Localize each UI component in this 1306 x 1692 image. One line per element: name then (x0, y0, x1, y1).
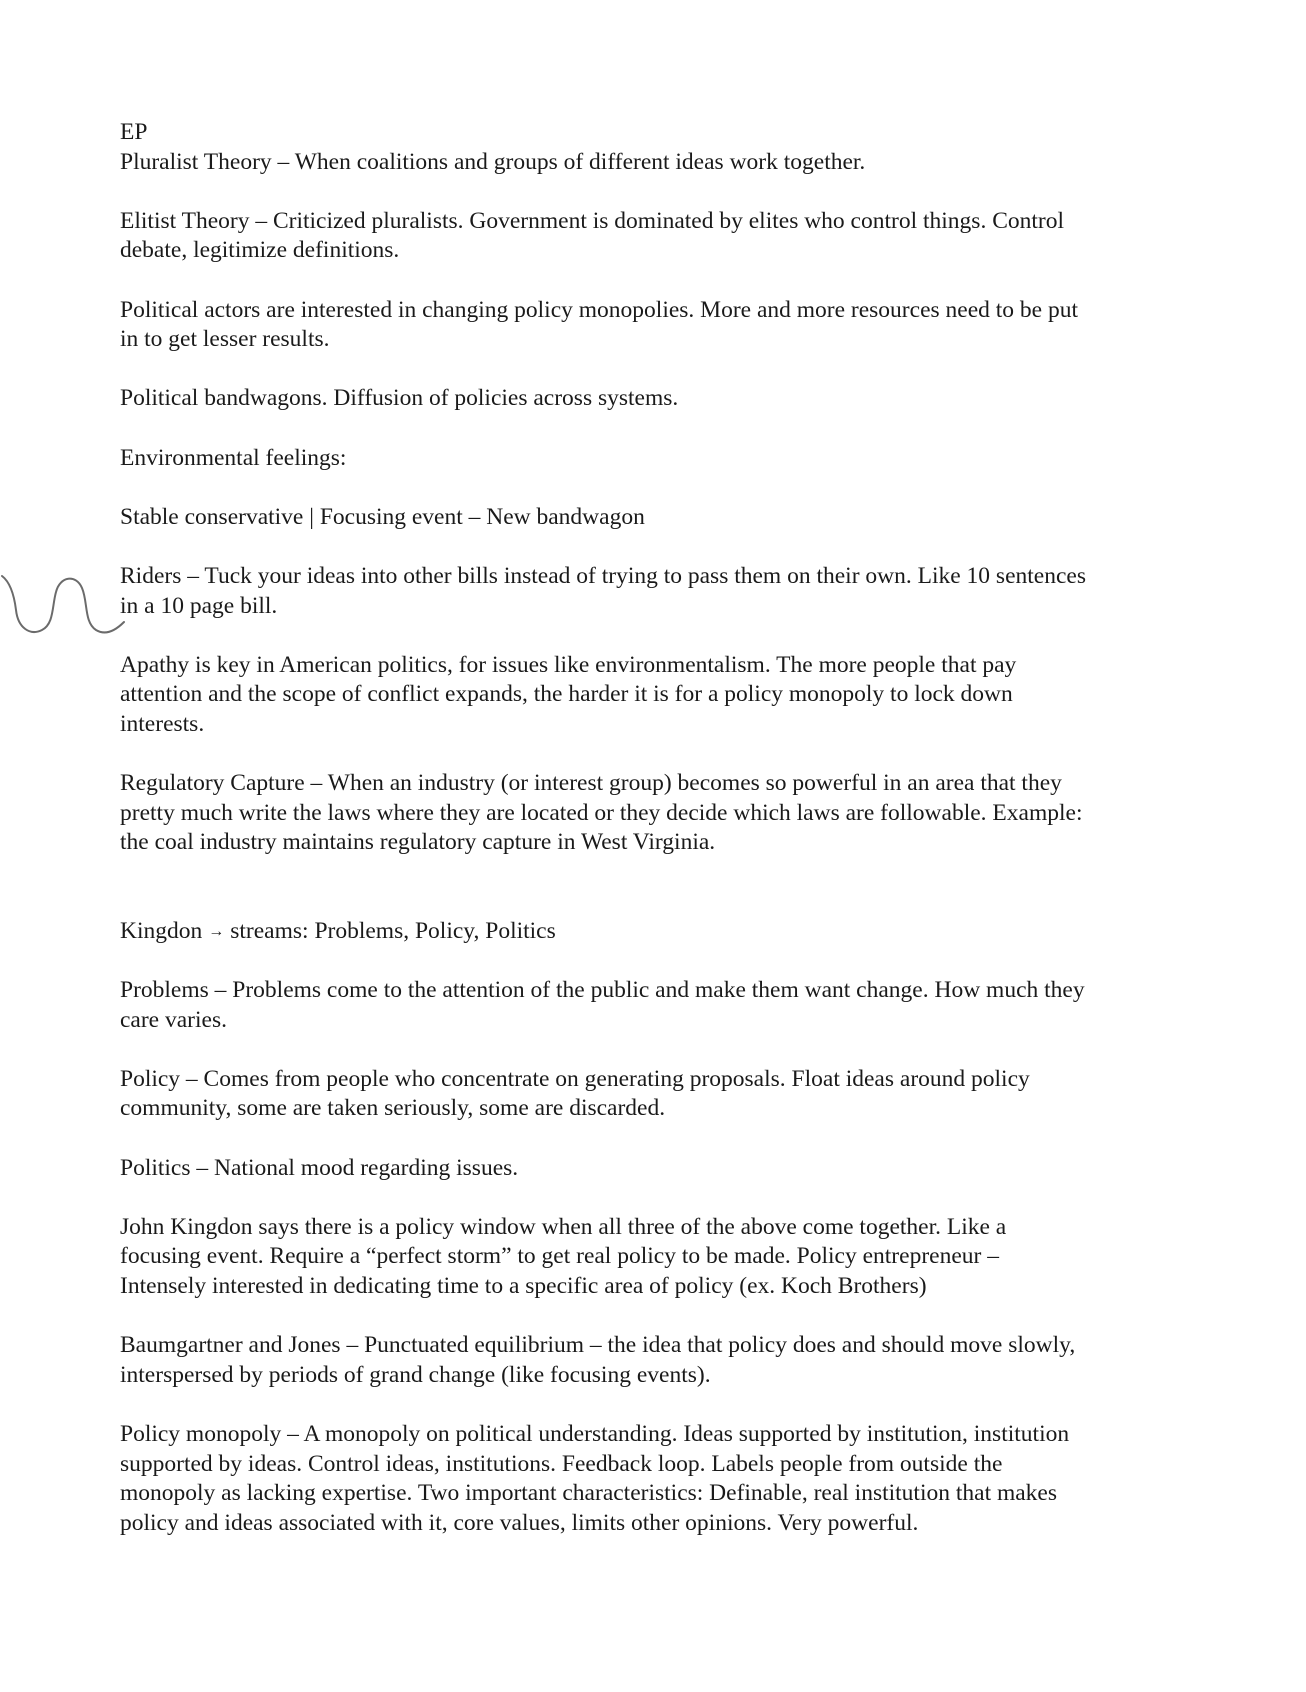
text-line: John Kingdon says there is a policy window when all three of the above come together. Like a (120, 1213, 1007, 1240)
right-arrow-icon: → (208, 922, 225, 940)
document-body (120, 118, 1180, 1568)
text-line: interspersed by periods of grand change (like focusing events). (120, 1361, 711, 1388)
kingdon-streams: streams: Problems, Policy, Politics (230, 917, 556, 944)
kingdon-streams-line (120, 917, 1180, 947)
paragraph (120, 148, 1180, 178)
text-line: Political actors are interested in changing policy monopolies. More and more resources need to be put (120, 296, 1078, 323)
paragraphs-section-one (120, 148, 1180, 858)
text-line: Political bandwagons. Diffusion of policies across systems. (120, 385, 679, 412)
text-line: Environmental feelings: (120, 444, 347, 471)
text-line: pretty much write the laws where they are located or they decide which laws are followable. Example: (120, 799, 1083, 826)
paragraph (120, 207, 1180, 266)
handwritten-squiggle-mark (0, 570, 130, 640)
text-line: interests. (120, 710, 205, 737)
text-line: focusing event. Require a “perfect storm” to get real policy to be made. Policy entrepreneur – (120, 1243, 999, 1270)
text-line: in a 10 page bill. (120, 592, 278, 619)
text-line: monopoly as lacking expertise. Two important characteristics: Definable, real institution that makes (120, 1480, 1058, 1507)
paragraph (120, 384, 1180, 414)
text-line: debate, legitimize definitions. (120, 237, 400, 264)
paragraph (120, 562, 1180, 621)
text-line: Stable conservative | Focusing event – New bandwagon (120, 503, 645, 530)
paragraph (120, 976, 1180, 1035)
text-line: Baumgartner and Jones – Punctuated equilibrium – the idea that policy does and should move slowly, (120, 1332, 1076, 1359)
paragraphs-section-two (120, 976, 1180, 1538)
paragraph (120, 769, 1180, 858)
text-line: community, some are taken seriously, some are discarded. (120, 1095, 666, 1122)
text-line: supported by ideas. Control ideas, institutions. Feedback loop. Labels people from outside the (120, 1450, 1003, 1477)
paragraph (120, 1065, 1180, 1124)
document-header: EP (120, 119, 148, 145)
paragraph (120, 503, 1180, 533)
paragraph (120, 1213, 1180, 1302)
paragraph (120, 1420, 1180, 1538)
text-line: Problems – Problems come to the attention of the public and make them want change. How much they (120, 977, 1085, 1004)
text-line: the coal industry maintains regulatory capture in West Virginia. (120, 829, 716, 856)
text-line: policy and ideas associated with it, core values, limits other opinions. Very powerful. (120, 1509, 919, 1536)
paragraph (120, 296, 1180, 355)
kingdon-label: Kingdon (120, 917, 203, 944)
text-line: in to get lesser results. (120, 326, 330, 353)
text-line: Policy monopoly – A monopoly on political understanding. Ideas supported by institution, institution (120, 1420, 1070, 1447)
text-line: Elitist Theory – Criticized pluralists. Government is dominated by elites who control things. Control (120, 207, 1065, 234)
text-line: Intensely interested in dedicating time to a specific area of policy (ex. Koch Brothers) (120, 1272, 927, 1299)
text-line: Pluralist Theory – When coalitions and groups of different ideas work together. (120, 148, 866, 175)
text-line: Regulatory Capture – When an industry (or interest group) becomes so powerful in an area that they (120, 770, 1062, 797)
paragraph (120, 651, 1180, 740)
paragraph (120, 444, 1180, 474)
text-line: Riders – Tuck your ideas into other bills instead of trying to pass them on their own. Like 10 sentences (120, 562, 1086, 589)
text-line: Policy – Comes from people who concentrate on generating proposals. Float ideas around policy (120, 1065, 1030, 1092)
text-line: care varies. (120, 1006, 227, 1033)
paragraph (120, 1331, 1180, 1390)
text-line: attention and the scope of conflict expands, the harder it is for a policy monopoly to lock down (120, 681, 1013, 708)
text-line: Apathy is key in American politics, for issues like environmentalism. The more people that pay (120, 651, 1017, 678)
text-line: Politics – National mood regarding issues. (120, 1154, 519, 1181)
paragraph (120, 1154, 1180, 1184)
